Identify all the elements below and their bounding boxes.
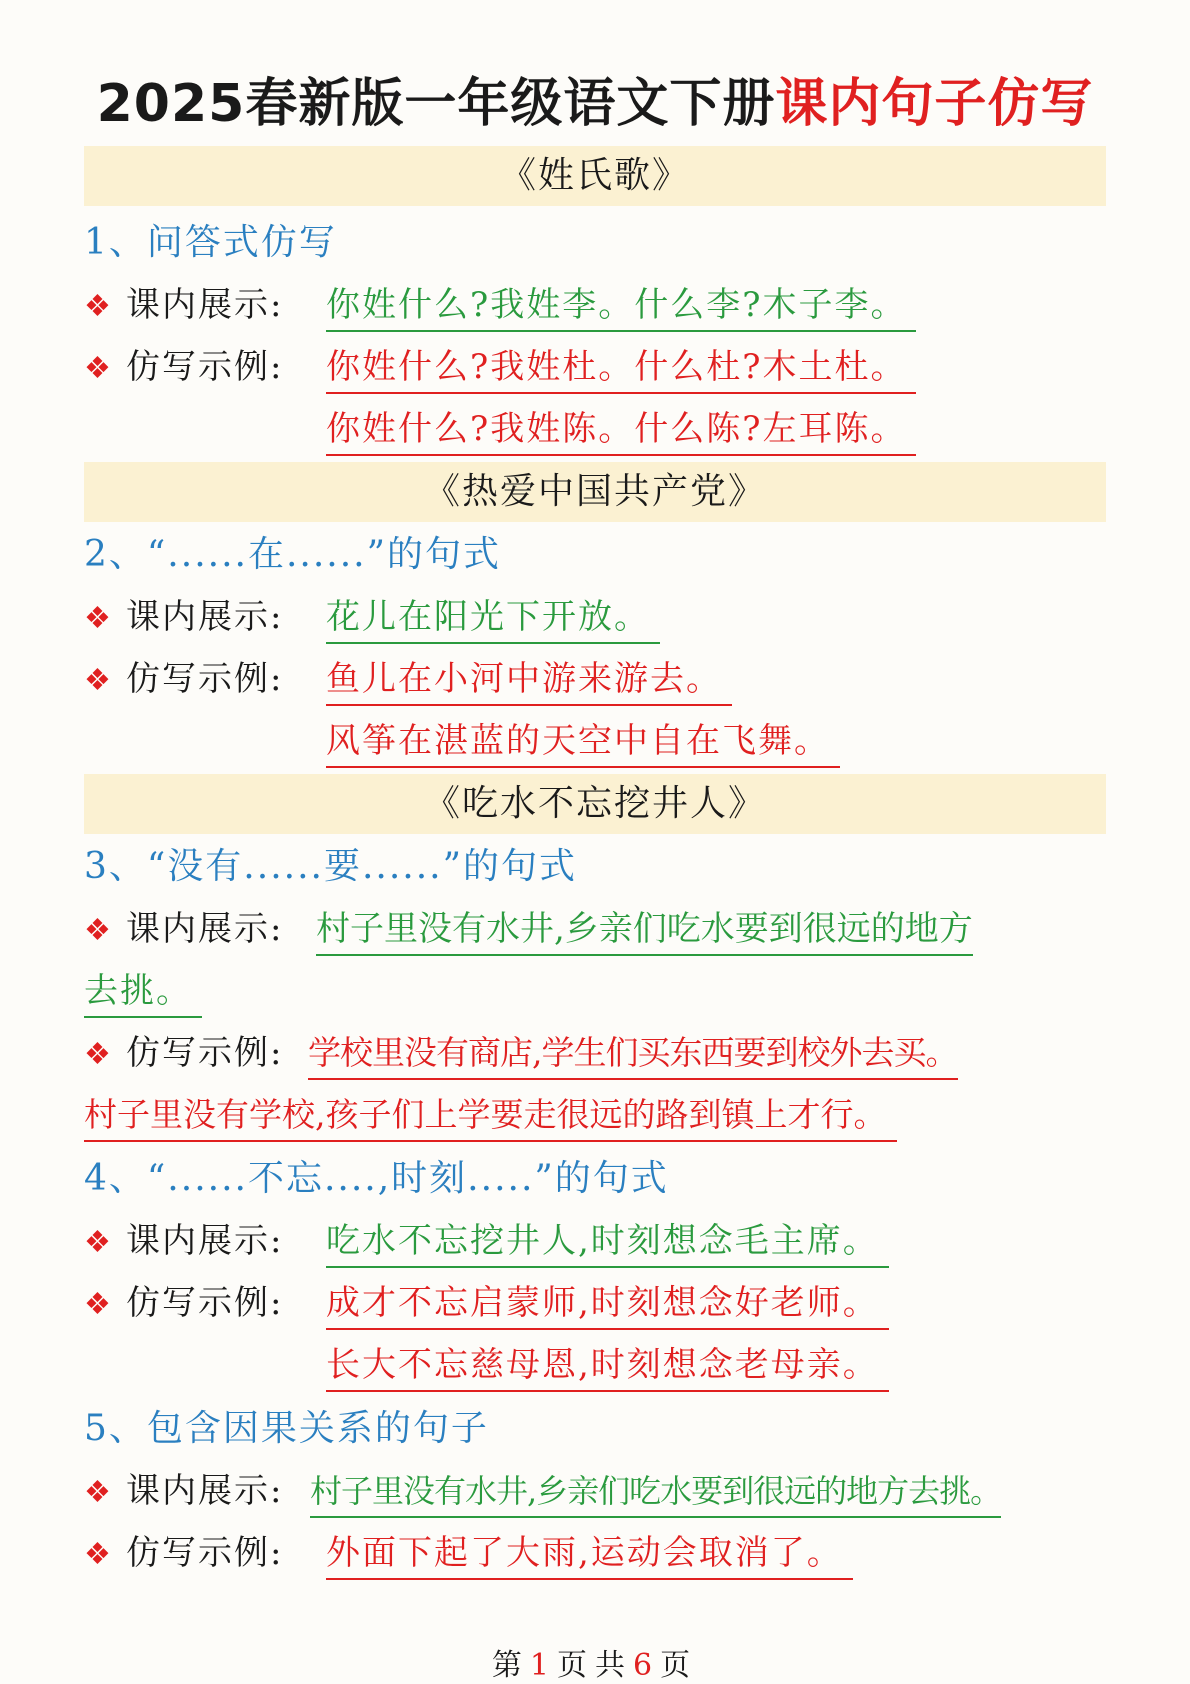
current-page-number: 1 — [529, 1648, 557, 1683]
example-label: 仿写示例: — [126, 1533, 284, 1573]
example-sentence: 成才不忘启蒙师,时刻想念好老师。 — [326, 1278, 889, 1330]
example-sentence: 鱼儿在小河中游来游去。 — [326, 654, 732, 706]
example-label: 仿写示例: — [126, 659, 284, 699]
example-row — [84, 342, 283, 392]
footer-prefix: 第 — [491, 1648, 530, 1683]
inclass-sentence-cont: 去挑。 — [84, 966, 202, 1018]
footer-suffix: 页 — [660, 1648, 699, 1683]
example-sentence: 长大不忘慈母恩,时刻想念老母亲。 — [326, 1340, 889, 1392]
inclass-label: 课内展示: — [126, 1471, 284, 1511]
inclass-label: 课内展示: — [126, 909, 284, 949]
diamond-bullet-icon: ❖ — [84, 351, 111, 386]
example-label: 仿写示例: — [126, 347, 284, 387]
example-label: 仿写示例: — [126, 1033, 284, 1073]
diamond-bullet-icon: ❖ — [84, 1475, 111, 1510]
inclass-row — [84, 904, 283, 954]
inclass-row — [84, 280, 283, 330]
inclass-row — [84, 592, 283, 642]
example-sentence: 外面下起了大雨,运动会取消了。 — [326, 1528, 853, 1580]
diamond-bullet-icon: ❖ — [84, 1287, 111, 1322]
diamond-bullet-icon: ❖ — [84, 1537, 111, 1572]
diamond-bullet-icon: ❖ — [84, 1037, 111, 1072]
page-title — [0, 68, 1190, 140]
inclass-label: 课内展示: — [126, 597, 284, 637]
section-heading: 4、“......不忘....,时刻.....”的句式 — [84, 1158, 669, 1199]
lesson-banner: 《姓氏歌》 — [84, 146, 1106, 206]
lesson-banner: 《热爱中国共产党》 — [84, 462, 1106, 522]
example-sentence: 学校里没有商店,学生们买东西要到校外去买。 — [308, 1028, 958, 1080]
inclass-sentence: 花儿在阳光下开放。 — [326, 592, 660, 644]
example-row — [84, 654, 283, 704]
page-footer — [0, 1640, 1190, 1684]
section-heading: 2、“......在......”的句式 — [84, 534, 502, 575]
example-row — [84, 1278, 283, 1328]
example-sentence: 你姓什么?我姓杜。什么杜?木土杜。 — [326, 342, 916, 394]
diamond-bullet-icon: ❖ — [84, 913, 111, 948]
example-row — [84, 1028, 283, 1078]
inclass-sentence: 村子里没有水井,乡亲们吃水要到很远的地方 — [316, 904, 973, 956]
lesson-banner: 《吃水不忘挖井人》 — [84, 774, 1106, 834]
inclass-sentence: 吃水不忘挖井人,时刻想念毛主席。 — [326, 1216, 889, 1268]
inclass-sentence: 村子里没有水井,乡亲们吃水要到很远的地方去挑。 — [310, 1466, 1001, 1518]
diamond-bullet-icon: ❖ — [84, 1225, 111, 1260]
example-row — [84, 1528, 283, 1578]
inclass-label: 课内展示: — [126, 285, 284, 325]
example-sentence: 风筝在湛蓝的天空中自在飞舞。 — [326, 716, 840, 768]
footer-middle: 页共 — [557, 1648, 633, 1683]
diamond-bullet-icon: ❖ — [84, 601, 111, 636]
title-main: 2025春新版一年级语文下册 — [96, 74, 776, 134]
section-heading: 3、“没有......要......”的句式 — [84, 846, 578, 887]
diamond-bullet-icon: ❖ — [84, 289, 111, 324]
section-heading: 1、问答式仿写 — [84, 222, 337, 263]
inclass-label: 课内展示: — [126, 1221, 284, 1261]
title-highlight: 课内句子仿写 — [775, 74, 1094, 134]
example-sentence: 你姓什么?我姓陈。什么陈?左耳陈。 — [326, 404, 916, 456]
example-sentence: 村子里没有学校,孩子们上学要走很远的路到镇上才行。 — [84, 1090, 897, 1142]
inclass-row — [84, 1216, 283, 1266]
section-heading: 5、包含因果关系的句子 — [84, 1408, 489, 1449]
total-pages-number: 6 — [633, 1648, 661, 1683]
diamond-bullet-icon: ❖ — [84, 663, 111, 698]
inclass-row — [84, 1466, 283, 1516]
inclass-sentence: 你姓什么?我姓李。什么李?木子李。 — [326, 280, 916, 332]
example-label: 仿写示例: — [126, 1283, 284, 1323]
